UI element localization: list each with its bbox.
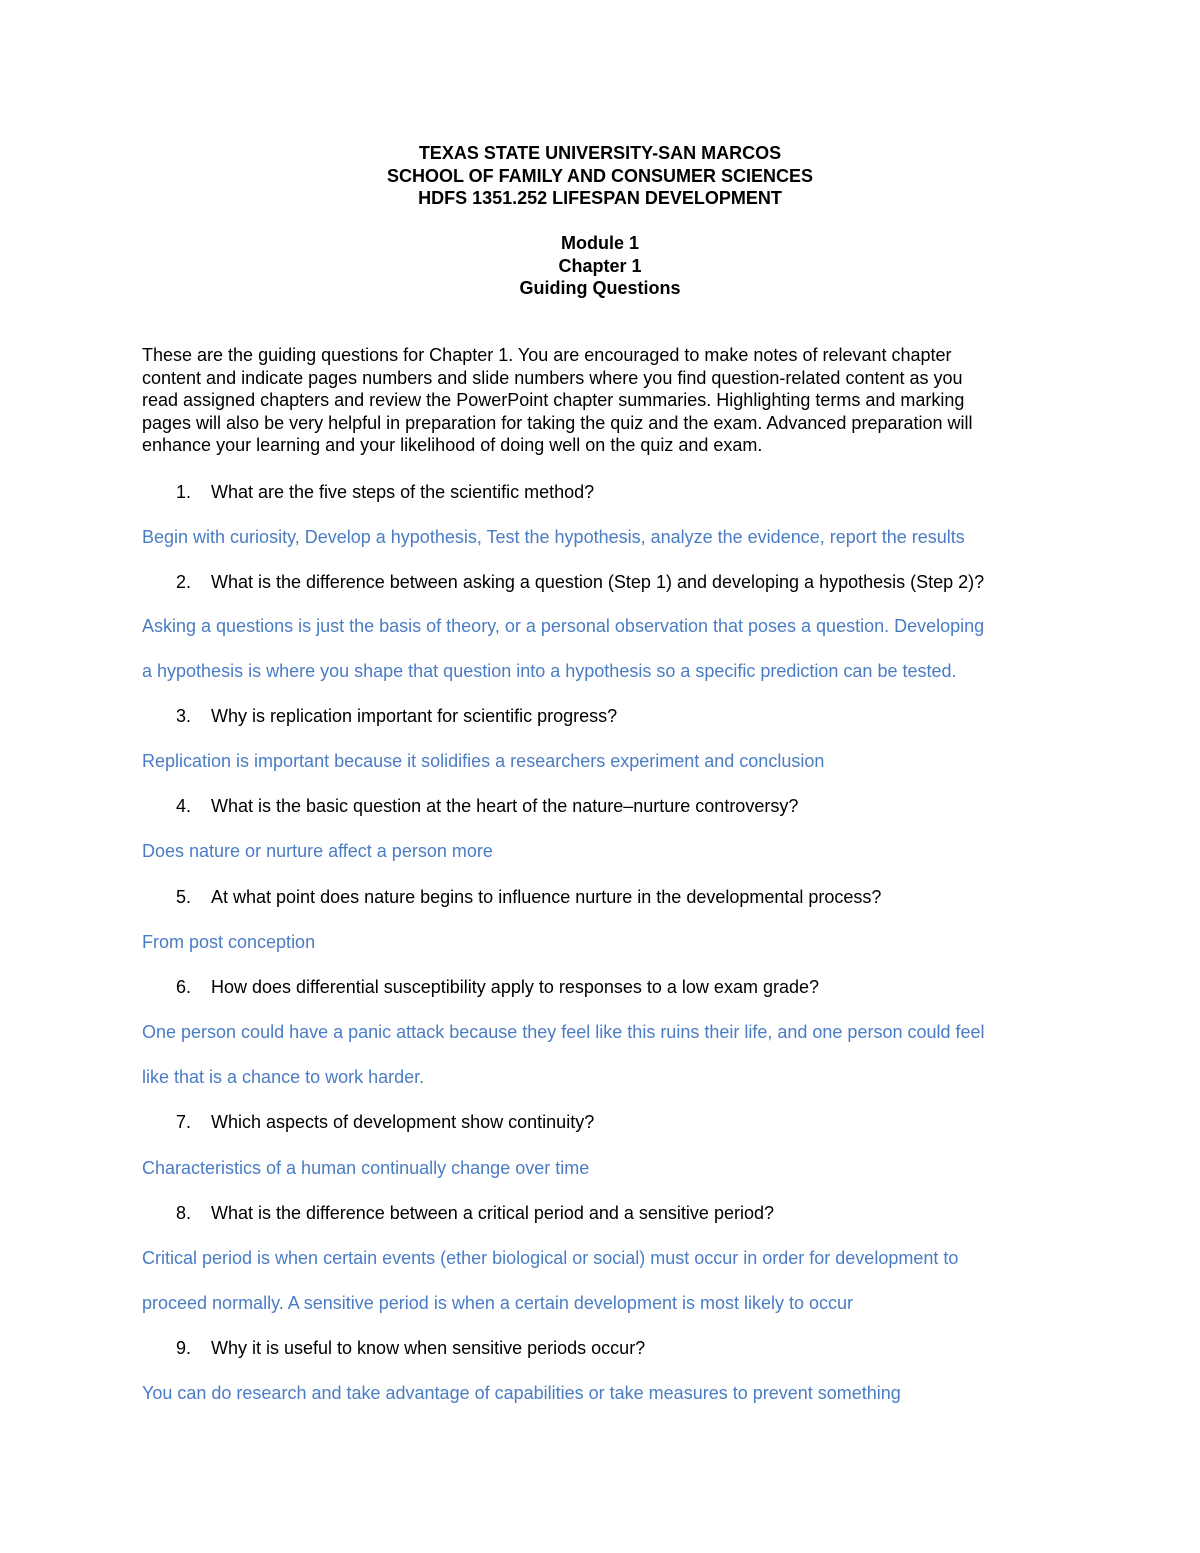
intro-line: These are the guiding questions for Chapter 1. You are encouraged to make notes of relevant chapter: [142, 345, 952, 365]
intro-line: pages will also be very helpful in preparation for taking the quiz and the exam. Advanced preparation will: [142, 412, 973, 433]
answer-2-line-2: a hypothesis is where you shape that question into a hypothesis so a specific prediction can be tested.: [142, 661, 957, 681]
answer-4: Does nature or nurture affect a person more: [142, 841, 493, 861]
answer-1: Begin with curiosity, Develop a hypothesis, Test the hypothesis, analyze the evidence, report the results: [142, 527, 965, 547]
course-title: HDFS 1351.252 LIFESPAN DEVELOPMENT: [418, 188, 782, 208]
question-8: [176, 1202, 774, 1224]
question-text: How does differential susceptibility apply to responses to a low exam grade?: [211, 977, 820, 997]
guiding-questions-title: Guiding Questions: [519, 278, 681, 298]
question-number: 8.: [176, 1203, 192, 1223]
question-9: [176, 1337, 645, 1359]
answer-6-line-1: One person could have a panic attack because they feel like this ruins their life, and one person could feel: [142, 1022, 985, 1042]
question-4: [176, 795, 798, 817]
answer-8-line-2: proceed normally. A sensitive period is when a certain development is most likely to occur: [142, 1293, 854, 1313]
question-number: 1.: [176, 482, 192, 502]
question-text: Why is replication important for scientific progress?: [211, 706, 618, 726]
answer-2-line-1: Asking a questions is just the basis of theory, or a personal observation that poses a question. Developing: [142, 616, 985, 636]
intro-line: enhance your learning and your likelihood of doing well on the quiz and exam.: [142, 435, 763, 456]
question-number: 5.: [176, 887, 192, 907]
question-number: 2.: [176, 572, 192, 592]
question-text: Which aspects of development show continuity?: [211, 1112, 595, 1132]
question-1: [176, 481, 594, 503]
module-label: Module 1: [560, 233, 639, 253]
answer-3: Replication is important because it solidifies a researchers experiment and conclusion: [142, 751, 825, 771]
answer-5: From post conception: [142, 932, 316, 952]
intro-paragraph: [142, 344, 1072, 457]
answer-6-line-2: like that is a chance to work harder.: [142, 1067, 425, 1087]
answer-7: Characteristics of a human continually change over time: [142, 1158, 590, 1178]
question-number: 3.: [176, 706, 192, 726]
question-text: What are the five steps of the scientific method?: [211, 482, 595, 502]
question-number: 4.: [176, 796, 192, 816]
chapter-label: Chapter 1: [558, 255, 642, 276]
question-number: 9.: [176, 1338, 192, 1358]
question-text: At what point does nature begins to influence nurture in the developmental process?: [211, 887, 882, 907]
question-number: 7.: [176, 1112, 192, 1132]
intro-line: read assigned chapters and review the PowerPoint chapter summaries. Highlighting terms and marking: [142, 390, 965, 411]
question-3: [176, 705, 617, 727]
answer-9: You can do research and take advantage of capabilities or take measures to prevent something: [142, 1383, 901, 1403]
answer-8-line-1: Critical period is when certain events (ether biological or social) must occur in order for development to: [142, 1248, 959, 1268]
question-text: What is the difference between a critical period and a sensitive period?: [211, 1203, 774, 1223]
question-text: What is the difference between asking a question (Step 1) and developing a hypothesis (Step 2)?: [211, 572, 985, 592]
document-header: [0, 142, 1200, 210]
question-number: 6.: [176, 977, 192, 997]
question-text: Why it is useful to know when sensitive periods occur?: [211, 1338, 646, 1358]
question-7: [176, 1111, 594, 1133]
university-title: TEXAS STATE UNIVERSITY-SAN MARCOS: [418, 143, 782, 163]
question-2: [176, 571, 984, 593]
intro-line: content and indicate pages numbers and slide numbers where you find question-related content as you: [142, 367, 963, 388]
question-5: [176, 886, 881, 908]
school-title: SCHOOL OF FAMILY AND CONSUMER SCIENCES: [386, 165, 814, 186]
question-text: What is the basic question at the heart of the nature–nurture controversy?: [211, 796, 799, 816]
question-6: [176, 976, 819, 998]
module-header: [0, 232, 1200, 300]
